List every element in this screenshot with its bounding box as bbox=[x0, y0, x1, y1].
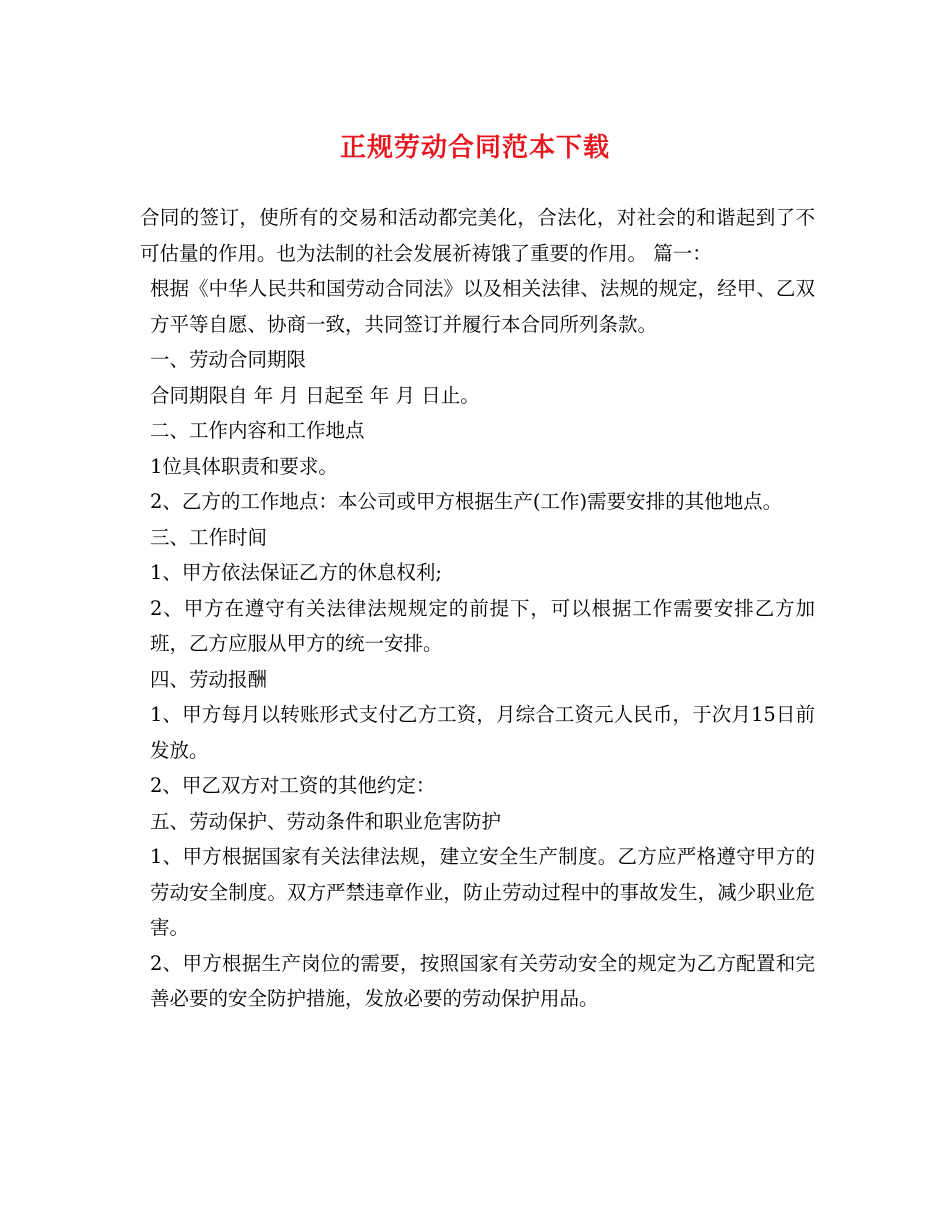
intro-paragraph: 合同的签订，使所有的交易和活动都完美化，合法化，对社会的和谐起到了不可估量的作用。也为法制的社会发展祈祷饿了重要的作用。 篇一： bbox=[140, 206, 815, 265]
document-body bbox=[140, 200, 815, 1017]
document-title: 正规劳动合同范本下载 bbox=[339, 133, 610, 163]
section-heading-work-content: 二、工作内容和工作地点 bbox=[150, 419, 365, 442]
section-heading-work-hours: 三、工作时间 bbox=[150, 525, 268, 549]
section-heading-labor-protection: 五、劳动保护、劳动条件和职业危害防护 bbox=[150, 809, 502, 833]
remuneration-item-2: 2、甲乙双方对工资的其他约定： bbox=[150, 774, 436, 797]
work-content-item-1: 1位具体职责和要求。 bbox=[150, 454, 338, 478]
term-paragraph: 合同期限自 年 月 日起至 年 月 日止。 bbox=[150, 383, 480, 407]
preamble-paragraph: 根据《中华人民共和国劳动合同法》以及相关法律、法规的规定，经甲、乙双方平等自愿、协商一致，共同签订并履行本合同所列条款。 bbox=[150, 277, 815, 336]
section-heading-term: 一、劳动合同期限 bbox=[150, 348, 307, 371]
work-hours-item-1: 1、甲方依法保证乙方的休息权利; bbox=[150, 561, 442, 584]
labor-protection-item-2: 2、甲方根据生产岗位的需要，按照国家有关劳动安全的规定为乙方配置和完善必要的安全防护措施，发放必要的劳动保护用品。 bbox=[150, 951, 815, 1010]
section-heading-remuneration: 四、劳动报酬 bbox=[150, 667, 268, 691]
labor-protection-item-1: 1、甲方根据国家有关法律法规，建立安全生产制度。乙方应严格遵守甲方的劳动安全制度。双方严禁违章作业，防止劳动过程中的事故发生，减少职业危害。 bbox=[150, 845, 815, 939]
remuneration-item-1: 1、甲方每月以转账形式支付乙方工资，月综合工资元人民币，于次月15日前发放。 bbox=[150, 703, 815, 762]
work-content-item-2: 2、乙方的工作地点：本公司或甲方根据生产(工作)需要安排的其他地点。 bbox=[150, 490, 783, 513]
work-hours-item-2: 2、甲方在遵守有关法律法规规定的前提下，可以根据工作需要安排乙方加班，乙方应服从甲方的统一安排。 bbox=[150, 596, 815, 655]
